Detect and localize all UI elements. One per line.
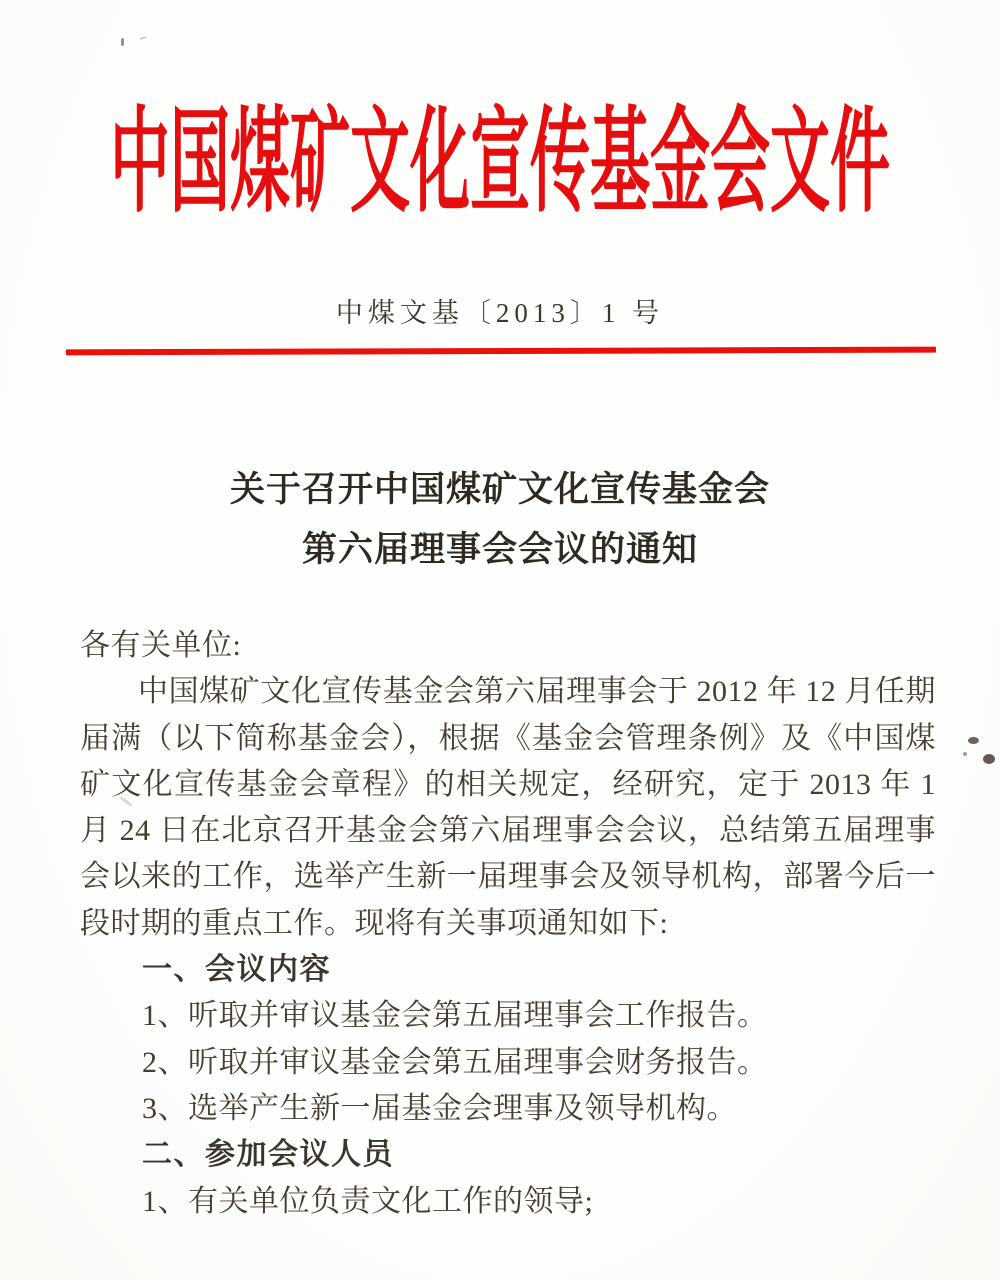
document-number: 中煤文基〔2013〕1 号 — [335, 298, 665, 328]
paragraph-line: 矿文化宣传基金会章程》的相关规定，经研究，定于 2013 年 1 — [80, 767, 936, 801]
notice-title-line-1: 关于召开中国煤矿文化宣传基金会 — [229, 470, 770, 509]
section-1-item: 3、选举产生新一届基金会理事及领导机构。 — [142, 1091, 737, 1125]
letterhead-title — [0, 72, 1000, 226]
notice-title — [0, 460, 1000, 580]
paragraph-line: 中国煤矿文化宣传基金会第六届理事会于 2012 年 12 月任期 — [138, 675, 936, 709]
section-2-heading: 二、参加会议人员 — [142, 1138, 394, 1172]
paragraph-line: 段时期的重点工作。现将有关事项通知如下: — [80, 906, 669, 940]
document-body — [80, 623, 936, 1225]
scan-speck — [963, 752, 967, 756]
section-1-item: 1、听取并审议基金会第五届理事会工作报告。 — [142, 999, 768, 1033]
notice-title-line-2: 第六届理事会会议的通知 — [301, 530, 698, 569]
section-1-item: 2、听取并审议基金会第五届理事会财务报告。 — [142, 1045, 768, 1079]
scan-speck — [983, 754, 995, 764]
paragraph-line: 届满（以下简称基金会），根据《基金会管理条例》及《中国煤 — [80, 721, 936, 755]
scan-speck — [121, 38, 124, 46]
red-separator-rule — [66, 347, 936, 356]
section-2-item: 1、有关单位负责文化工作的领导; — [142, 1184, 594, 1218]
letterhead-title-text: 中国煤矿文化宣传基金会文件 — [110, 100, 890, 226]
salutation: 各有关单位: — [80, 629, 242, 662]
scan-speck — [139, 36, 147, 41]
scan-speck — [968, 737, 979, 744]
paragraph-line: 会以来的工作，选举产生新一届理事会及领导机构，部署今后一 — [80, 860, 936, 894]
paragraph-line: 月 24 日在北京召开基金会第六届理事会会议，总结第五届理事 — [80, 814, 936, 848]
section-1-heading: 一、会议内容 — [142, 953, 331, 987]
